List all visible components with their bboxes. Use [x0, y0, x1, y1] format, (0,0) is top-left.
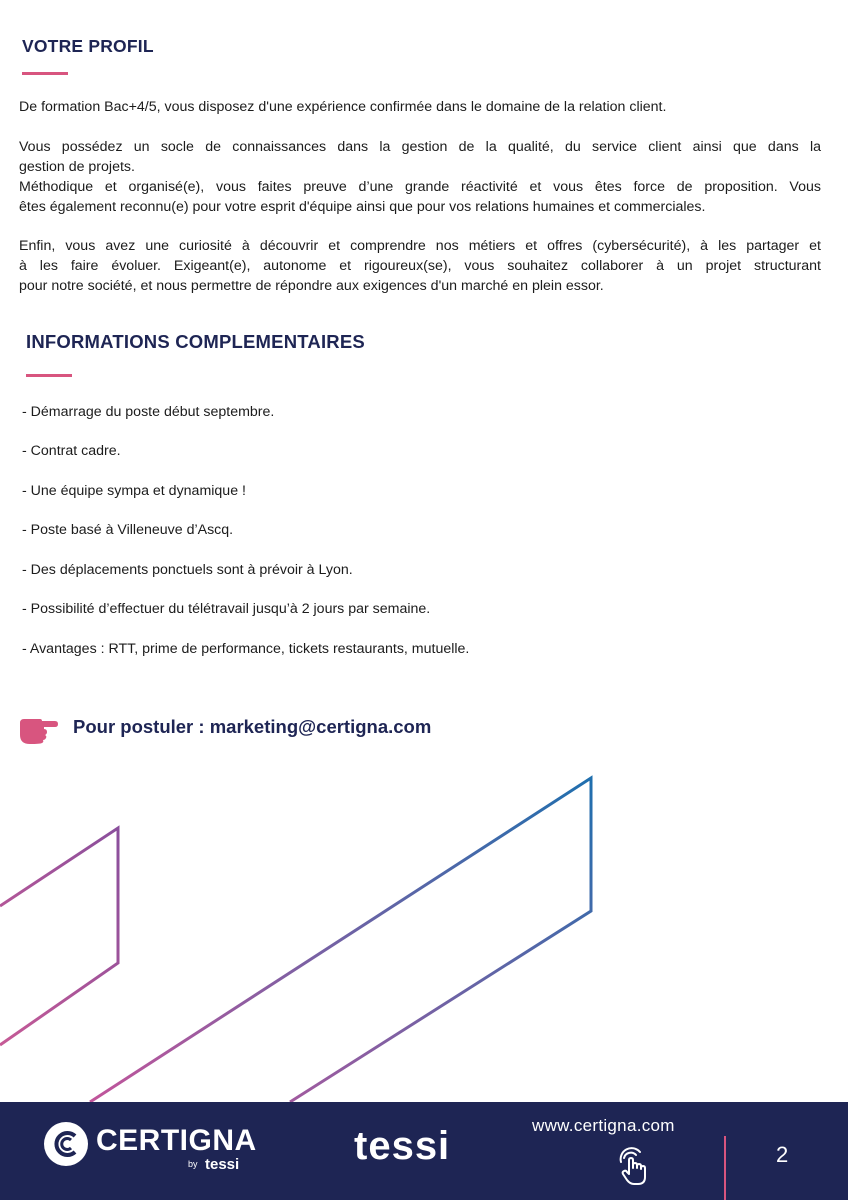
- pointing-hand-icon: [18, 713, 58, 745]
- profile-paragraph-3: [19, 177, 821, 217]
- decorative-lines: [0, 770, 848, 1102]
- info-title-underline: [26, 374, 72, 377]
- profile-paragraph-1-line: De formation Bac+4/5, vous disposez d'une expérience confirmée dans le domaine de la relation client.: [19, 99, 667, 115]
- deco-line-right: [90, 778, 591, 1102]
- footer: [0, 1102, 848, 1200]
- info-item: - Possibilité d’effectuer du télétravail jusqu’à 2 jours par semaine.: [22, 601, 431, 617]
- profile-title: VOTRE PROFIL: [22, 36, 154, 56]
- info-item: - Une équipe sympa et dynamique !: [22, 483, 246, 499]
- info-item: - Démarrage du poste début septembre.: [22, 404, 275, 420]
- profile-paragraph-4-line-1: Enfin, vous avez une curiosité à découvrir et comprendre nos métiers et offres (cybersécurité), à les partager et: [19, 238, 821, 254]
- info-item: - Poste basé à Villeneuve d’Ascq.: [22, 522, 234, 538]
- profile-paragraph-4-line-3: pour notre société, et nous permettre de répondre aux exigences d'un marché en plein essor.: [19, 278, 604, 294]
- profile-title-underline: [22, 72, 68, 75]
- certigna-logo-text: CERTIGNA: [96, 1124, 257, 1157]
- website-link[interactable]: www.certigna.com: [532, 1116, 675, 1135]
- logo-by-brand: tessi: [205, 1156, 240, 1173]
- profile-paragraph-2: [19, 137, 821, 177]
- page-number: 2: [776, 1142, 789, 1167]
- profile-paragraph-1: [19, 97, 821, 117]
- profile-paragraph-3-line-2: êtes également reconnu(e) pour votre esprit d'équipe ainsi que pour vos relations humaines et commerciales.: [19, 199, 706, 215]
- logo-by-label: by: [188, 1159, 198, 1169]
- footer-separator: [724, 1136, 726, 1200]
- info-title: INFORMATIONS COMPLEMENTAIRES: [26, 331, 365, 352]
- tessi-logo: tessi: [354, 1124, 451, 1168]
- info-item: - Contrat cadre.: [22, 443, 121, 459]
- profile-paragraph-2-line-2: gestion de projets.: [19, 159, 135, 175]
- apply-contact[interactable]: Pour postuler : marketing@certigna.com: [73, 716, 432, 737]
- deco-line-left: [0, 828, 118, 1045]
- click-hand-icon: [614, 1146, 656, 1188]
- profile-paragraph-3-line-1: Méthodique et organisé(e), vous faites preuve d’une grande réactivité et vous êtes force de proposition. Vous: [19, 179, 821, 195]
- certigna-logo-icon: [42, 1120, 90, 1168]
- profile-paragraph-4: [19, 236, 821, 296]
- info-item: - Des déplacements ponctuels sont à prévoir à Lyon.: [22, 562, 353, 578]
- profile-paragraph-2-line-1: Vous possédez un socle de connaissances dans la gestion de la qualité, du service client ainsi que dans la: [19, 139, 821, 155]
- profile-paragraph-4-line-2: à les faire évoluer. Exigeant(e), autonome et rigoureux(se), vous souhaitez collaborer à un projet structurant: [19, 258, 821, 274]
- info-item: - Avantages : RTT, prime de performance, tickets restaurants, mutuelle.: [22, 641, 470, 657]
